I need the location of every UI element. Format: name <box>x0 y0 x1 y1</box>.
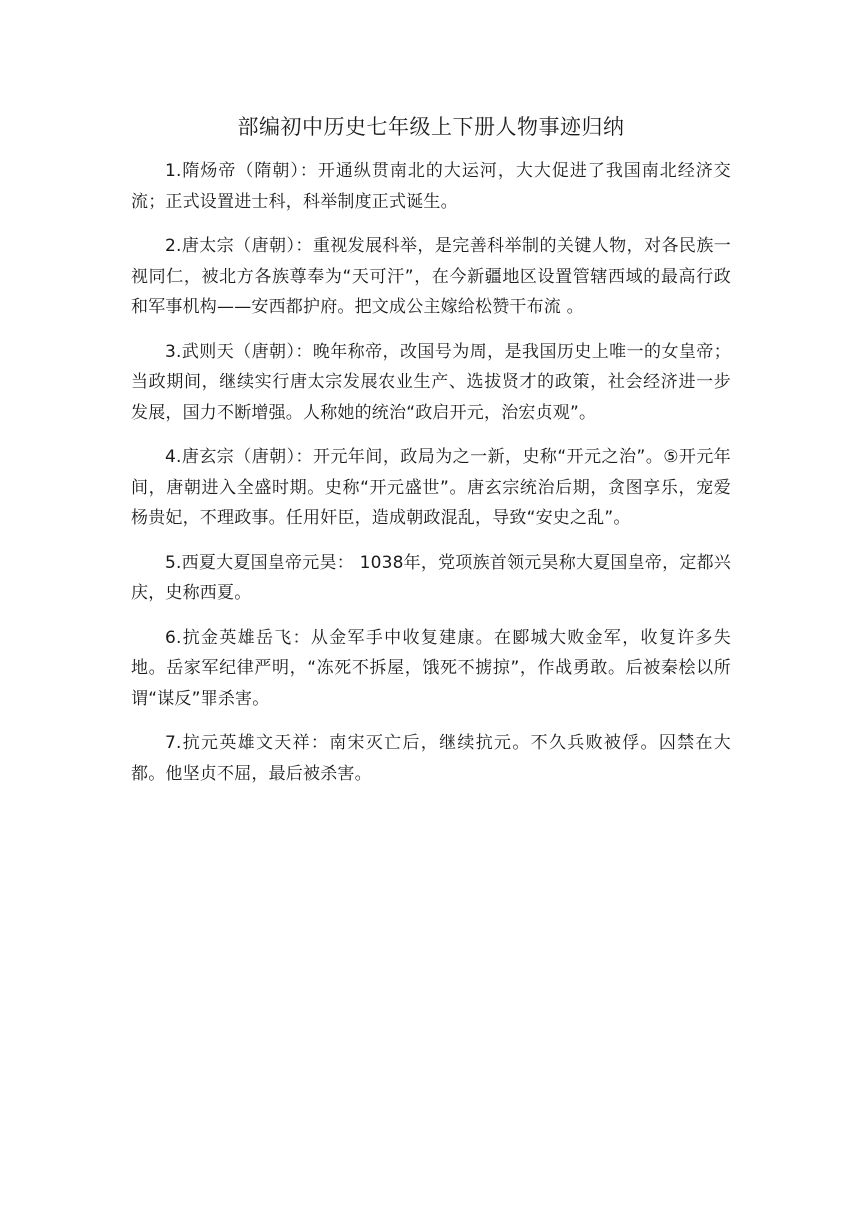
paragraph-yue-fei: 6.抗金英雄岳飞：从金军手中收复建康。在郾城大败金军，收复许多失地。岳家军纪律严明，“冻死不拆屋，饿死不掳掠”，作战勇敢。后被秦桧以所谓“谋反”罪杀害。 <box>131 627 731 709</box>
paragraph-sui-yangdi: 1.隋炀帝（隋朝）：开通纵贯南北的大运河，大大促进了我国南北经济交流；正式设置进士科，科举制度正式诞生。 <box>131 161 731 212</box>
document-title: 部编初中历史七年级上下册人物事迹归纳 <box>237 115 625 139</box>
paragraph-tang-xuanzong: 4.唐玄宗（唐朝）：开元年间，政局为之一新，史称“开元之治”。⑤开元年间，唐朝进入全盛时期。史称“开元盛世”。唐玄宗统治后期，贪图享乐，宠爱杨贵妃，不理政事。任用奸臣，造成朝政混乱，导致“安史之乱”。 <box>131 447 731 528</box>
paragraph-yuanhao: 5.西夏大夏国皇帝元昊： 1038年，党项族首领元昊称大夏国皇帝，定都兴庆，史称西夏。 <box>131 552 731 603</box>
document-body <box>131 112 731 803</box>
paragraph-tang-taizong: 2.唐太宗（唐朝）：重视发展科举，是完善科举制的关键人物，对各民族一视同仁，被北方各族尊奉为“天可汗”，在今新疆地区设置管辖西域的最高行政和军事机构——安西都护府。把文成公主嫁给松赞干布流 。 <box>131 236 731 317</box>
paragraph-wu-zetian: 3.武则天（唐朝）：晚年称帝，改国号为周，是我国历史上唯一的女皇帝；当政期间，继续实行唐太宗发展农业生产、选拔贤才的政策，社会经济进一步发展，国力不断增强。人称她的统治“政启开元，治宏贞观”。 <box>131 341 731 423</box>
paragraph-wen-tianxiang: 7.抗元英雄文天祥：南宋灭亡后，继续抗元。不久兵败被俘。囚禁在大都。他坚贞不屈，最后被杀害。 <box>131 733 731 784</box>
